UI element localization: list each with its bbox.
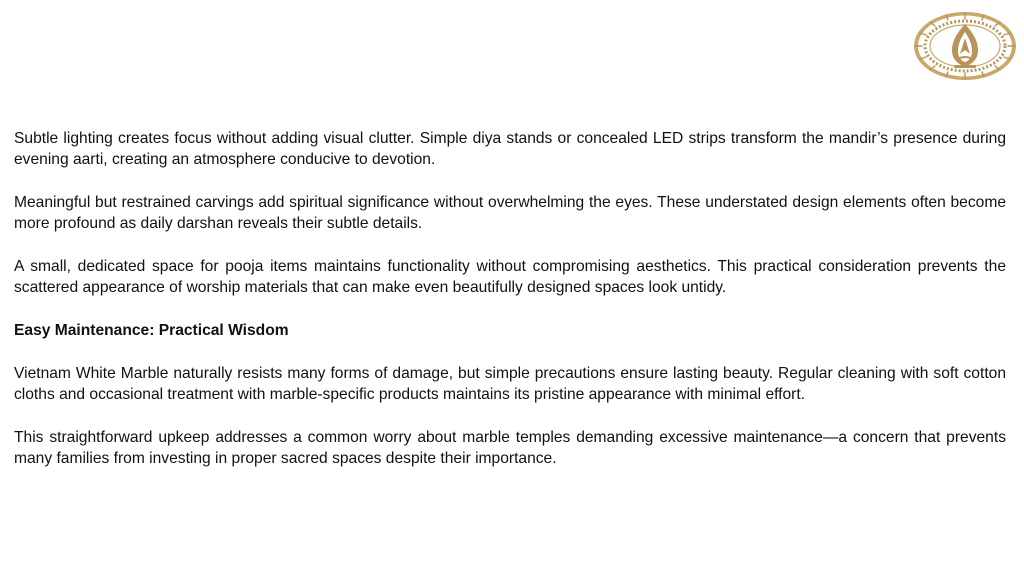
article-body	[14, 128, 1006, 491]
paragraph-carvings: Meaningful but restrained carvings add spiritual significance without overwhelming the eyes. These understated design elements often become more profound as daily darshan reveals their subtle details.	[14, 194, 1006, 232]
paragraph-pooja-space: A small, dedicated space for pooja items maintains functionality without compromising aesthetics. This practical consideration prevents the scattered appearance of worship materials that can make even beautifully designed spaces look untidy.	[14, 258, 1006, 296]
paragraph-maintenance: Vietnam White Marble naturally resists many forms of damage, but simple precautions ensure lasting beauty. Regular cleaning with soft cotton cloths and occasional treatment with marble-specific products maintains its pristine appearance with minimal effort.	[14, 365, 1006, 403]
paragraph-upkeep: This straightforward upkeep addresses a common worry about marble temples demanding excessive maintenance—a concern that prevents many families from investing in proper sacred spaces despite their importance.	[14, 429, 1006, 467]
paragraph-lighting: Subtle lighting creates focus without adding visual clutter. Simple diya stands or concealed LED strips transform the mandir’s presence during evening aarti, creating an atmosphere conducive to devotion.	[14, 130, 1006, 168]
temple-logo-icon	[912, 10, 1018, 82]
section-heading: Easy Maintenance: Practical Wisdom	[14, 322, 289, 339]
